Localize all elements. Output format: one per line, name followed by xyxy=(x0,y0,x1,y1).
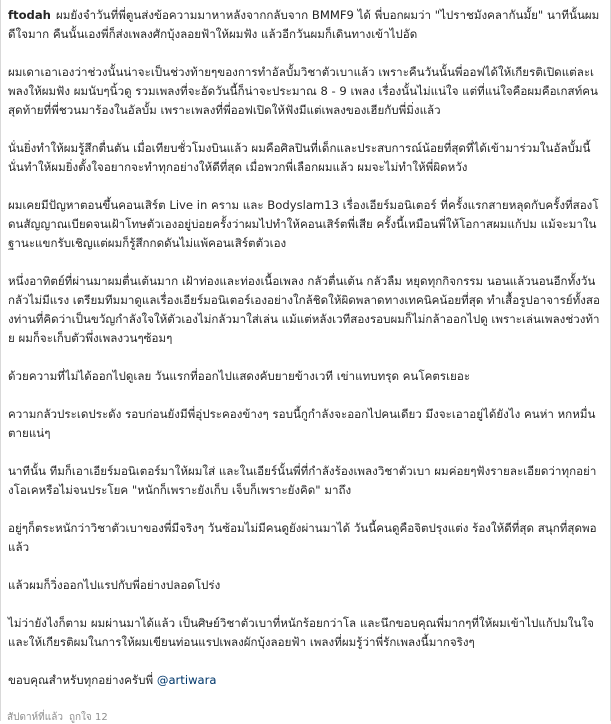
caption-paragraph: ด้วยความที่ไม่ได้ออกไปดูเลย วันแรกที่ออกไปแสดงคับยายข้างเวที เข่าแทบทรุด คนโคตรเยอะ xyxy=(8,369,471,383)
caption-paragraph: นาทีนั้น ทีมก็เอาเอียร์มอนิเตอร์มาให้ผมใส่ และในเอียร์นั้นพี่ที่กำลังร้องเพลงวิชาตัวเบา ผมค่อยๆฟังรายละเอียดว่าทุกอย่างโอเคหรือไม่จนประโยค "หนักก็เพราะยังเก็บ เจ็บก็เพราะยังคิด" มาถึง xyxy=(8,464,597,497)
mention-link[interactable]: @artiwara xyxy=(156,673,217,687)
post-meta-row xyxy=(7,712,108,724)
caption-paragraph: ผมเดาเอาเองว่าช่วงนั้นน่าจะเป็นช่วงท้ายๆของการทำอัลบั้มวิชาตัวเบาแล้ว เพราะคืนวันนั้นพี่ออฟได้ให้เกียรติเปิดแต่ละเพลงให้ผมฟัง ผมนับๆนิ้วดู รวมเพลงที่จะอัดวันนี้ก็น่าจะประมาณ 8 - 9 เพลง เรื่องนั้นไม่แน่ใจ แต่ที่แน่ใจคือผมคือเกสท์คนสุดท้ายที่พี่ชวนมาร้องในอัลบั้ม เพราะเพลงที่พี่ออฟเปิดให้ฟังมีแต่เพลงของเฮียกับพี่มิ่งแล้ว xyxy=(8,65,598,117)
caption-closing xyxy=(8,671,601,690)
likes-count[interactable]: ถูกใจ 12 xyxy=(68,712,108,723)
caption-paragraph: แล้วผมก็วิ่งออกไปแรปกับพี่อย่างปลอดโปร่ง xyxy=(8,578,221,592)
caption-paragraph-text: ผมยังจำวันที่พี่ตูนส่งข้อความมาหาหลังจากกลับจาก BMMF9 ได้ พี่บอกผมว่า "ไปราชมังคลากันมั้ย" นาทีนั้นผมดีใจมาก คืนนั้นเองพี่ก็ส่งเพลงศักบุ้งลอยฟ้าให้ผมฟัง แล้วอีกวันผมก็เดินทางเข้าไปอัด xyxy=(8,8,600,41)
caption-paragraph: ผมเคยมีปัญหาตอนขึ้นคอนเสิร์ต Live in คราม และ Bodyslam13 เรื่องเอียร์มอนิเตอร์ ที่ครั้งแรกสายหลุดกับครั้งที่สองโดนสัญญาณเบียดจนเฝ้าโทษตัวเองอยู่บ่อยครั้งว่าผมไปทำให้คอนเสิร์ตพี่เสีย ครั้งนี้เหมือนพี่ให้โอกาสผมแก้ปม แม้จะมาในฐานะแขกรับเชิญแต่ผมก็รู้สึกกดดันไม่แพ้คอนเสิร์ตตัวเอง xyxy=(8,198,599,250)
closing-text: ขอบคุณสำหรับทุกอย่างครับพี่ xyxy=(8,673,157,687)
caption-paragraph: อยู่ๆก็ตระหนักว่าวิชาตัวเบาของพี่มีจริงๆ วันซ้อมไม่มีคนดูยังผ่านมาได้ วันนี้คนดูคือจิตปรุงแต่ง ร้องให้ดีที่สุด สนุกที่สุดพอแล้ว xyxy=(8,521,597,554)
caption-paragraph: ไม่ว่ายังไงก็ตาม ผมผ่านมาได้แล้ว เป็นศิษย์วิชาตัวเบาที่หนักร้อยกว่าโล และนึกขอบคุณพี่มากๆที่ให้ผมเข้าไปแก้ปมในใจและให้เกียรติผมในการให้ผมเขียนท่อนแรปเพลงผักบุ้งลอยฟ้า เพลงที่ผมรู้ว่าพี่รักเพลงนี้มากจริงๆ xyxy=(8,616,594,649)
caption-paragraph xyxy=(8,6,601,44)
caption-paragraph: นั่นยิ่งทำให้ผมรู้สึกตื่นตัน เมื่อเทียบชั่วโมงบินแล้ว ผมคือศิลปินที่เด็กและประสบการณ์น้อยที่สุดที่ได้เข้ามาร่วมในอัลบั้มนี้ นั่นทำให้ผมยิ่งตั้งใจอยากจะทำทุกอย่างให้ดีที่สุด เมื่อพวกพี่เลือกผมแล้ว ผมจะไม่ทำให้พี่ผิดหวัง xyxy=(8,141,591,174)
post-time[interactable]: สัปดาห์ที่แล้ว xyxy=(7,712,63,723)
username-link[interactable]: ftodah xyxy=(8,8,51,22)
caption-paragraph: ความกลัวประเดประดัง รอบก่อนยังมีพี่อุ่ประคองข้างๆ รอบนี้กูกำลังจะออกไปคนเดียว มึงจะเอาอยู่ได้ยังไง คนห่า หกหมื่น ตายแน่ๆ xyxy=(8,407,596,440)
caption-paragraph: หนึ่งอาทิตย์ที่ผ่านมาผมตื่นเต้นมาก เฝ้าท่องและท่องเนื้อเพลง กลัวตื่นเต้น กลัวลืม หยุดทุกกิจกรรม นอนแล้วนอนอีกทั้งวัน กลัวไม่มีแรง เตรียมทีมมาดูแลเรื่องเอียร์มอนิเตอร์เองอย่างใกล้ชิดให้ผิดพลาดทางเทคนิคน้อยที่สุด ทำเสื้อรูปอาจารย์ทั้งสองท่านที่คิดว่าเป็นขวัญกำลังใจให้ตัวเองไม่กลัวมาใส่เล่น แม้แต่หลังเวทีสองรอบผมก็ไม่กล้าออกไปดู เพราะเล่นเพลงช่วงท้าย ผมก็จะเก็บตัวพึ่งเพลงวนๆซ้อมๆ xyxy=(8,274,600,345)
